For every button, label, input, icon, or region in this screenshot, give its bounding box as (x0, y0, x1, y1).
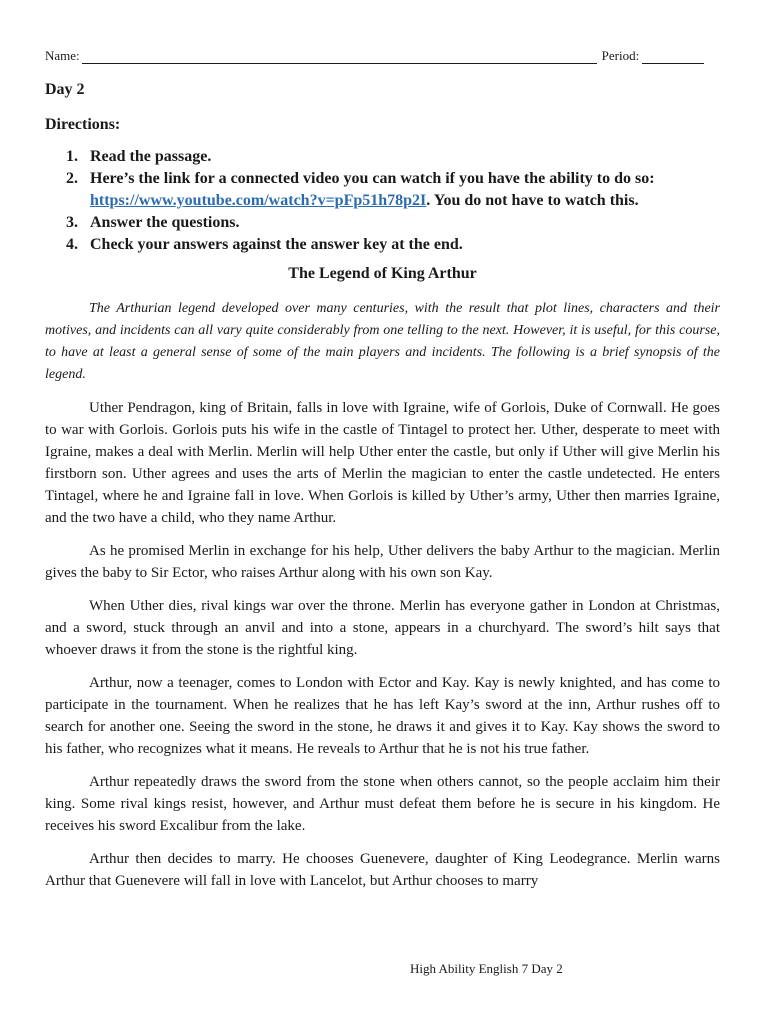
name-label: Name: (45, 48, 80, 63)
period-blank-line (642, 49, 704, 64)
passage-title: The Legend of King Arthur (288, 265, 477, 282)
name-blank-line (82, 49, 597, 64)
page-footer: High Ability English 7 Day 2 (410, 961, 563, 976)
video-link[interactable]: https://www.youtube.com/watch?v=pFp51h78p2I (90, 192, 427, 209)
day-heading: Day 2 (45, 81, 85, 98)
passage-paragraph: Arthur then decides to marry. He chooses Guenevere, daughter of King Leodegrance. Merlin warns Arthur that Guenevere will fall in love with Lancelot, but Arthur chooses to marry (45, 851, 720, 889)
directions-list (45, 146, 720, 256)
direction-step-3: Answer the questions. (90, 214, 240, 231)
passage-paragraph: Uther Pendragon, king of Britain, falls in love with Igraine, wife of Gorlois, Duke of Cornwall. He goes to war with Gorlois. Gorlois puts his wife in the castle of Tintagel to protect her. Uther, desperate to meet with Igraine, makes a deal with Merlin. Merlin will help Uther enter the castle, but only if Uther will give Merlin his firstborn son. Uther agrees and uses the arts of Merlin the magician to enter the castle undetected. He enters Tintagel, where he and Igraine fall in love. When Gorlois is killed by Uther’s army, Uther then marries Igraine, and the two have a child, who they name Arthur. (45, 400, 720, 526)
direction-step-1: Read the passage. (90, 148, 212, 165)
direction-step-4: Check your answers against the answer key at the end. (90, 236, 463, 253)
passage-paragraph: When Uther dies, rival kings war over the throne. Merlin has everyone gather in London at Christmas, and a sword, stuck through an anvil and into a stone, appears in a churchyard. The sword’s hilt says that whoever draws it from the stone is the rightful king. (45, 598, 720, 658)
directions-heading: Directions: (45, 116, 121, 133)
passage-paragraph: Arthur, now a teenager, comes to London with Ector and Kay. Kay is newly knighted, and has come to participate in the tournament. When he realizes that he has left Kay’s sword at the inn, Arthur rushes off to search for another one. Seeing the sword in the stone, he draws it and gives it to Kay. Kay shows the sword to his father, who recognizes what it means. He reveals to Arthur that he is not his true father. (45, 675, 720, 757)
period-label: Period: (601, 48, 640, 63)
passage-body (45, 298, 720, 903)
passage-paragraph: Arthur repeatedly draws the sword from the stone when others cannot, so the people acclaim him their king. Some rival kings resist, however, and Arthur must defeat them before he is secure in his kingdom. He receives his sword Excalibur from the lake. (45, 774, 720, 834)
passage-paragraph: As he promised Merlin in exchange for his help, Uther delivers the baby Arthur to the magician. Merlin gives the baby to Sir Ector, who raises Arthur along with his own son Kay. (45, 543, 720, 581)
video-note: . You do not have to watch this. (426, 192, 639, 209)
name-period-row (45, 46, 720, 64)
direction-step-2-text: Here’s the link for a connected video you can watch if you have the ability to do so: (90, 170, 655, 187)
direction-step-2 (90, 168, 720, 212)
intro-paragraph: The Arthurian legend developed over many centuries, with the result that plot lines, characters and their motives, and incidents can all vary quite considerably from one telling to the next. However, it is useful, for this course, to have at least a general sense of some of the main players and incidents. The following is a brief synopsis of the legend. (45, 301, 720, 382)
